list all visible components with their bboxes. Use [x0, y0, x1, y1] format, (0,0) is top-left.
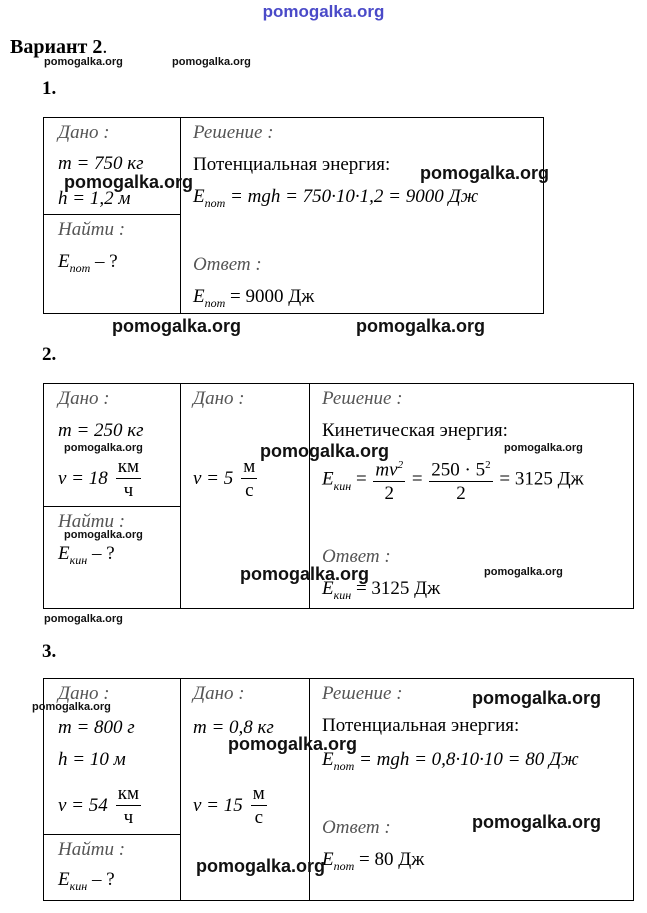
given-label: Дано : [58, 122, 110, 143]
solution-label: Решение : [322, 683, 403, 704]
given-mass: m = 250 кг [58, 420, 144, 441]
watermark: pomogalka.org [260, 441, 390, 461]
site-header-watermark: pomogalka.org [262, 2, 385, 21]
find-value: $E_{кин}$ – ? [58, 542, 115, 567]
problem-1-table [43, 117, 544, 314]
watermark: pomogalka.org [504, 442, 583, 454]
find-label: Найти : [58, 839, 126, 860]
solution-formula: $E_{кин}$ = $\frac{mv^2}{2}$ = $\frac{250 \cdot 5^2}{2}$ = 3125 Дж [322, 454, 584, 506]
watermark: pomogalka.org [64, 172, 194, 192]
watermark: pomogalka.org [172, 56, 251, 68]
given-height: h = 1,2 м [58, 188, 131, 209]
given-velocity: v = 18 $\frac{км}{ч}$ [58, 456, 140, 501]
find-cell [44, 215, 181, 314]
solution-heading: Потенциальная энергия: [322, 715, 520, 736]
answer-value: $E_{кин} = 3125$ Дж [322, 578, 441, 602]
watermark: pomogalka.org [44, 56, 123, 68]
problem-1-number: 1. [42, 78, 57, 99]
convert-mass: m = 0,8 кг [193, 717, 274, 738]
solution-formula: $E_{пот}$ = mgh = 0,8·10·10 = 80 Дж [322, 749, 579, 773]
given-mass: m = 800 г [58, 717, 135, 738]
find-cell [44, 506, 181, 608]
solution-heading: Потенциальная энергия: [193, 154, 391, 175]
find-value: $E_{пот}$ – ? [58, 251, 118, 275]
watermark: pomogalka.org [64, 442, 143, 454]
problem-2-number: 2. [42, 344, 57, 365]
solution-cell [181, 118, 544, 314]
convert-label: Дано : [193, 388, 245, 409]
watermark: pomogalka.org [240, 564, 370, 584]
find-label: Найти : [58, 510, 126, 532]
watermark: pomogalka.org [420, 163, 550, 183]
watermark: pomogalka.org [112, 316, 242, 336]
variant-title: Вариант 2. [10, 36, 108, 58]
find-label: Найти : [58, 219, 126, 240]
solution-cell [310, 679, 634, 901]
answer-value: $E_{пот} = 80$ Дж [322, 849, 425, 873]
find-cell [44, 835, 181, 901]
watermark: pomogalka.org [32, 701, 111, 713]
answer-label: Ответ : [193, 254, 262, 275]
solution-label: Решение : [193, 122, 274, 143]
convert-velocity: v = 5 $\frac{м}{с}$ [193, 456, 256, 501]
given-label: Дано : [58, 388, 110, 409]
answer-value: $E_{пот} = 9000$ Дж [193, 286, 315, 310]
convert-label: Дано : [193, 683, 245, 704]
watermark: pomogalka.org [484, 566, 563, 578]
given-velocity: v = 54 $\frac{км}{ч}$ [58, 783, 140, 828]
solution-label: Решение : [322, 388, 403, 409]
answer-label: Ответ : [322, 546, 391, 567]
watermark: pomogalka.org [196, 856, 326, 876]
find-value: $E_{кин}$ – ? [58, 869, 115, 893]
solution-formula: $E_{пот}$ = mgh = 750·10·1,2 = 9000 Дж [193, 186, 479, 210]
watermark: pomogalka.org [472, 688, 602, 708]
given-cell [44, 118, 181, 215]
convert-velocity: v = 15 $\frac{м}{с}$ [193, 783, 265, 828]
watermark: pomogalka.org [356, 316, 486, 336]
given-label: Дано : [58, 683, 110, 704]
watermark: pomogalka.org [228, 734, 358, 754]
answer-label: Ответ : [322, 817, 391, 838]
given-height: h = 10 м [58, 749, 126, 770]
problem-3-table [43, 678, 634, 901]
problem-3-number: 3. [42, 641, 57, 662]
solution-heading: Кинетическая энергия: [322, 420, 508, 441]
watermark: pomogalka.org [44, 613, 123, 625]
watermark: pomogalka.org [64, 529, 143, 541]
watermark: pomogalka.org [472, 812, 602, 832]
given-mass: m = 750 кг [58, 153, 144, 174]
